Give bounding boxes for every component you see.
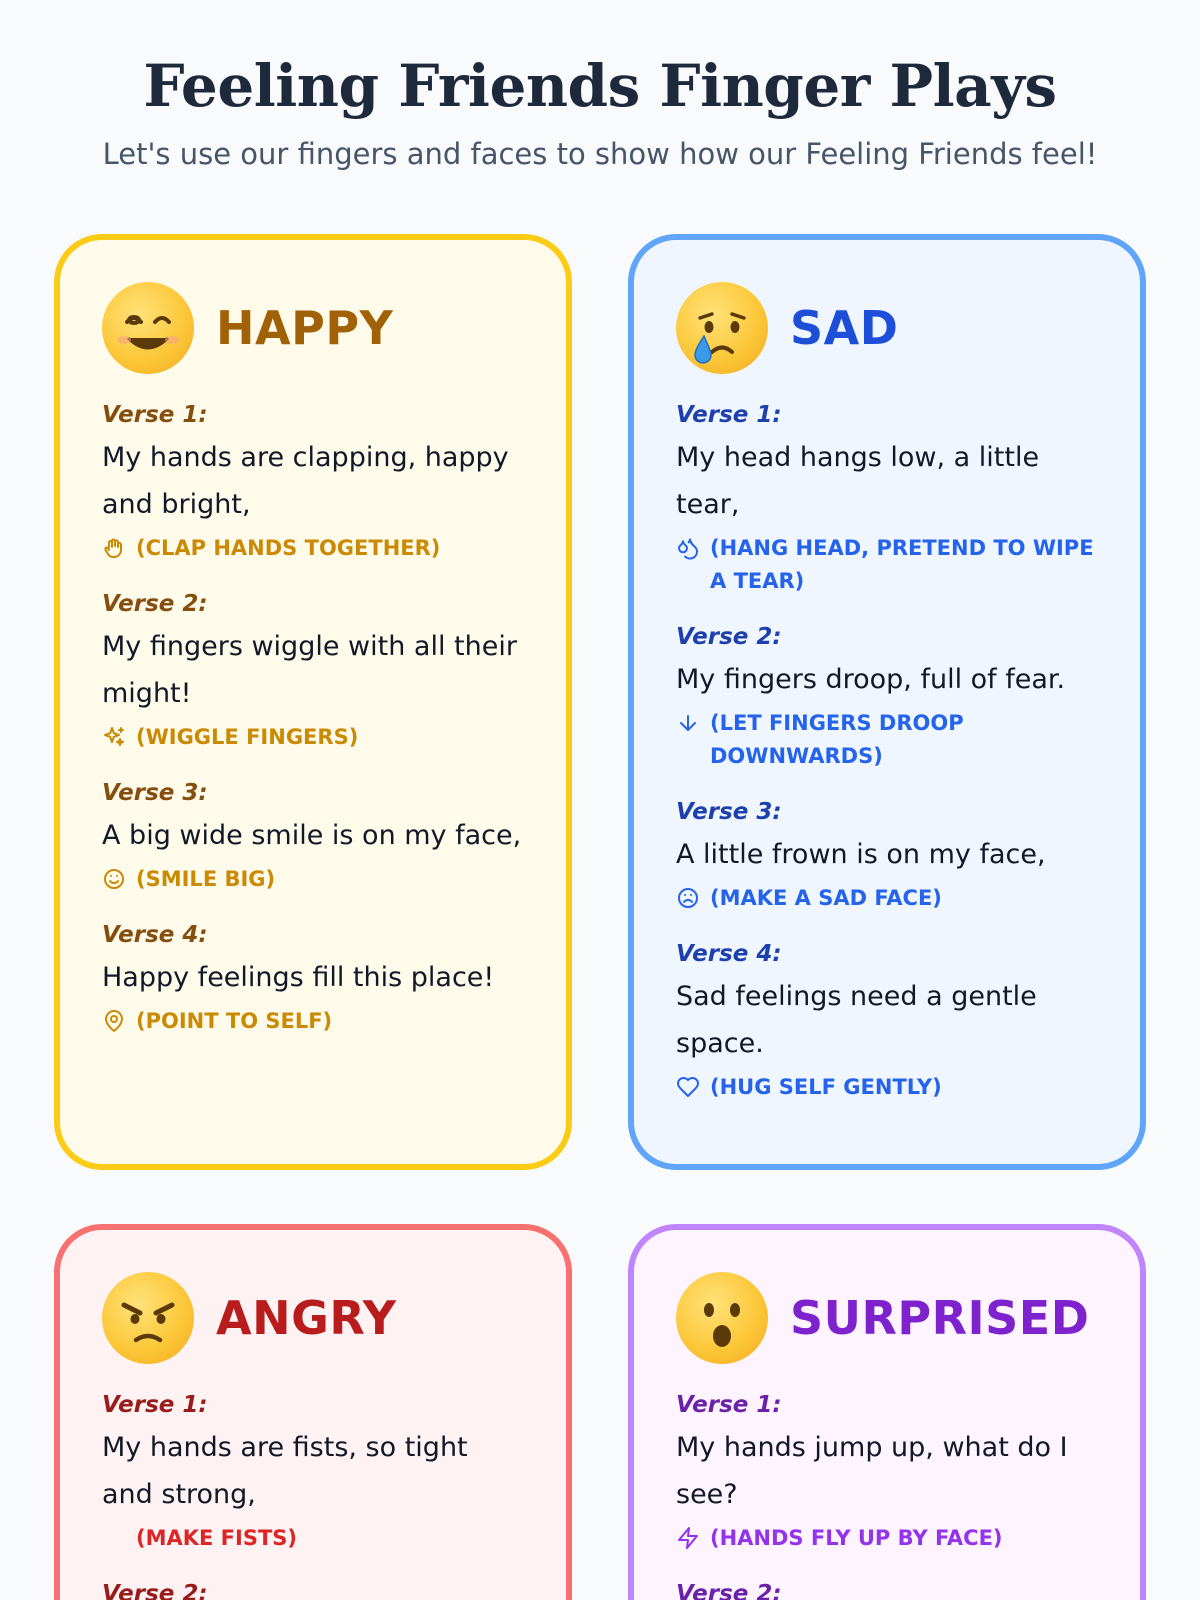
feeling-card-angry (54, 1224, 572, 1600)
verse-text: My fingers wiggle with all their might! (102, 631, 517, 709)
verse-label: Verse 4: (102, 922, 208, 948)
action-instruction (676, 707, 1098, 773)
verse-label: Verse 1: (676, 1392, 782, 1418)
card-title: ANGRY (216, 1291, 397, 1345)
feeling-card-sad (628, 234, 1146, 1170)
page-title: Feeling Friends Finger Plays (143, 52, 1057, 120)
feeling-card-surprised (628, 1224, 1146, 1600)
arrow-down-icon (676, 711, 700, 735)
verse-block (676, 1581, 1098, 1600)
verse-text: My hands are clapping, happy and bright, (102, 442, 509, 520)
action-instruction (676, 1071, 1098, 1104)
card-header (102, 1272, 524, 1364)
action-text: (MAKE FISTS) (136, 1526, 298, 1550)
verse-block (676, 402, 1098, 598)
verse-label: Verse 3: (102, 780, 208, 806)
action-instruction (676, 882, 1098, 915)
heart-icon (676, 1075, 700, 1099)
verse-label: Verse 2: (102, 1581, 208, 1600)
verse-block (102, 780, 524, 896)
verse-text: My fingers droop, full of fear. (676, 664, 1066, 695)
action-text: (LET FINGERS DROOP DOWNWARDS) (710, 711, 964, 768)
verse-label: Verse 2: (676, 1581, 782, 1600)
action-text: (HANG HEAD, PRETEND TO WIPE A TEAR) (710, 536, 1094, 593)
frown-icon (676, 886, 700, 910)
action-instruction (102, 532, 524, 565)
action-text: (HANDS FLY UP BY FACE) (710, 1526, 1003, 1550)
verse-label: Verse 1: (102, 1392, 208, 1418)
action-text: (CLAP HANDS TOGETHER) (136, 536, 441, 560)
card-title: SAD (790, 301, 899, 355)
verse-block (102, 922, 524, 1038)
card-title: HAPPY (216, 301, 394, 355)
verse-block (676, 624, 1098, 773)
verse-label: Verse 1: (102, 402, 208, 428)
page-subtitle: Let's use our fingers and faces to show how our Feeling Friends feel! (102, 137, 1098, 171)
verse-text: A big wide smile is on my face, (102, 820, 522, 851)
verse-text: Sad feelings need a gentle space. (676, 981, 1037, 1059)
smiling-face-icon (102, 282, 194, 374)
verse-label: Verse 2: (676, 624, 782, 650)
card-header (676, 1272, 1098, 1364)
action-text: (SMILE BIG) (136, 867, 276, 891)
verse-text: Happy feelings fill this place! (102, 962, 495, 993)
droplets-icon (676, 536, 700, 560)
sparkles-icon (102, 725, 126, 749)
verse-block (102, 1581, 524, 1600)
card-header (676, 282, 1098, 374)
verse-block (676, 1392, 1098, 1555)
action-instruction (676, 1522, 1098, 1555)
verse-block (676, 941, 1098, 1104)
crying-face-icon (676, 282, 768, 374)
verse-block (102, 591, 524, 754)
action-instruction (102, 1522, 524, 1555)
card-header (102, 282, 524, 374)
action-instruction (102, 1005, 524, 1038)
action-instruction (102, 721, 524, 754)
surprised-face-icon (676, 1272, 768, 1364)
verse-block (102, 1392, 524, 1555)
smile-icon (102, 867, 126, 891)
verse-block (102, 402, 524, 565)
feeling-card-happy (54, 234, 572, 1170)
verse-label: Verse 3: (676, 799, 782, 825)
verse-text: My head hangs low, a little tear, (676, 442, 1040, 520)
blank-icon (102, 1526, 126, 1550)
zap-icon (676, 1526, 700, 1550)
action-text: (POINT TO SELF) (136, 1009, 333, 1033)
verse-block (676, 799, 1098, 915)
verse-label: Verse 4: (676, 941, 782, 967)
verse-text: A little frown is on my face, (676, 839, 1046, 870)
hand-icon (102, 536, 126, 560)
verse-label: Verse 2: (102, 591, 208, 617)
card-title: SURPRISED (790, 1291, 1090, 1345)
action-instruction (102, 863, 524, 896)
map-pin-icon (102, 1009, 126, 1033)
action-text: (WIGGLE FINGERS) (136, 725, 359, 749)
verse-text: My hands are fists, so tight and strong, (102, 1432, 468, 1510)
angry-face-icon (102, 1272, 194, 1364)
verse-text: My hands jump up, what do I see? (676, 1432, 1068, 1510)
action-text: (HUG SELF GENTLY) (710, 1075, 942, 1099)
action-instruction (676, 532, 1098, 598)
verse-label: Verse 1: (676, 402, 782, 428)
action-text: (MAKE A SAD FACE) (710, 886, 942, 910)
